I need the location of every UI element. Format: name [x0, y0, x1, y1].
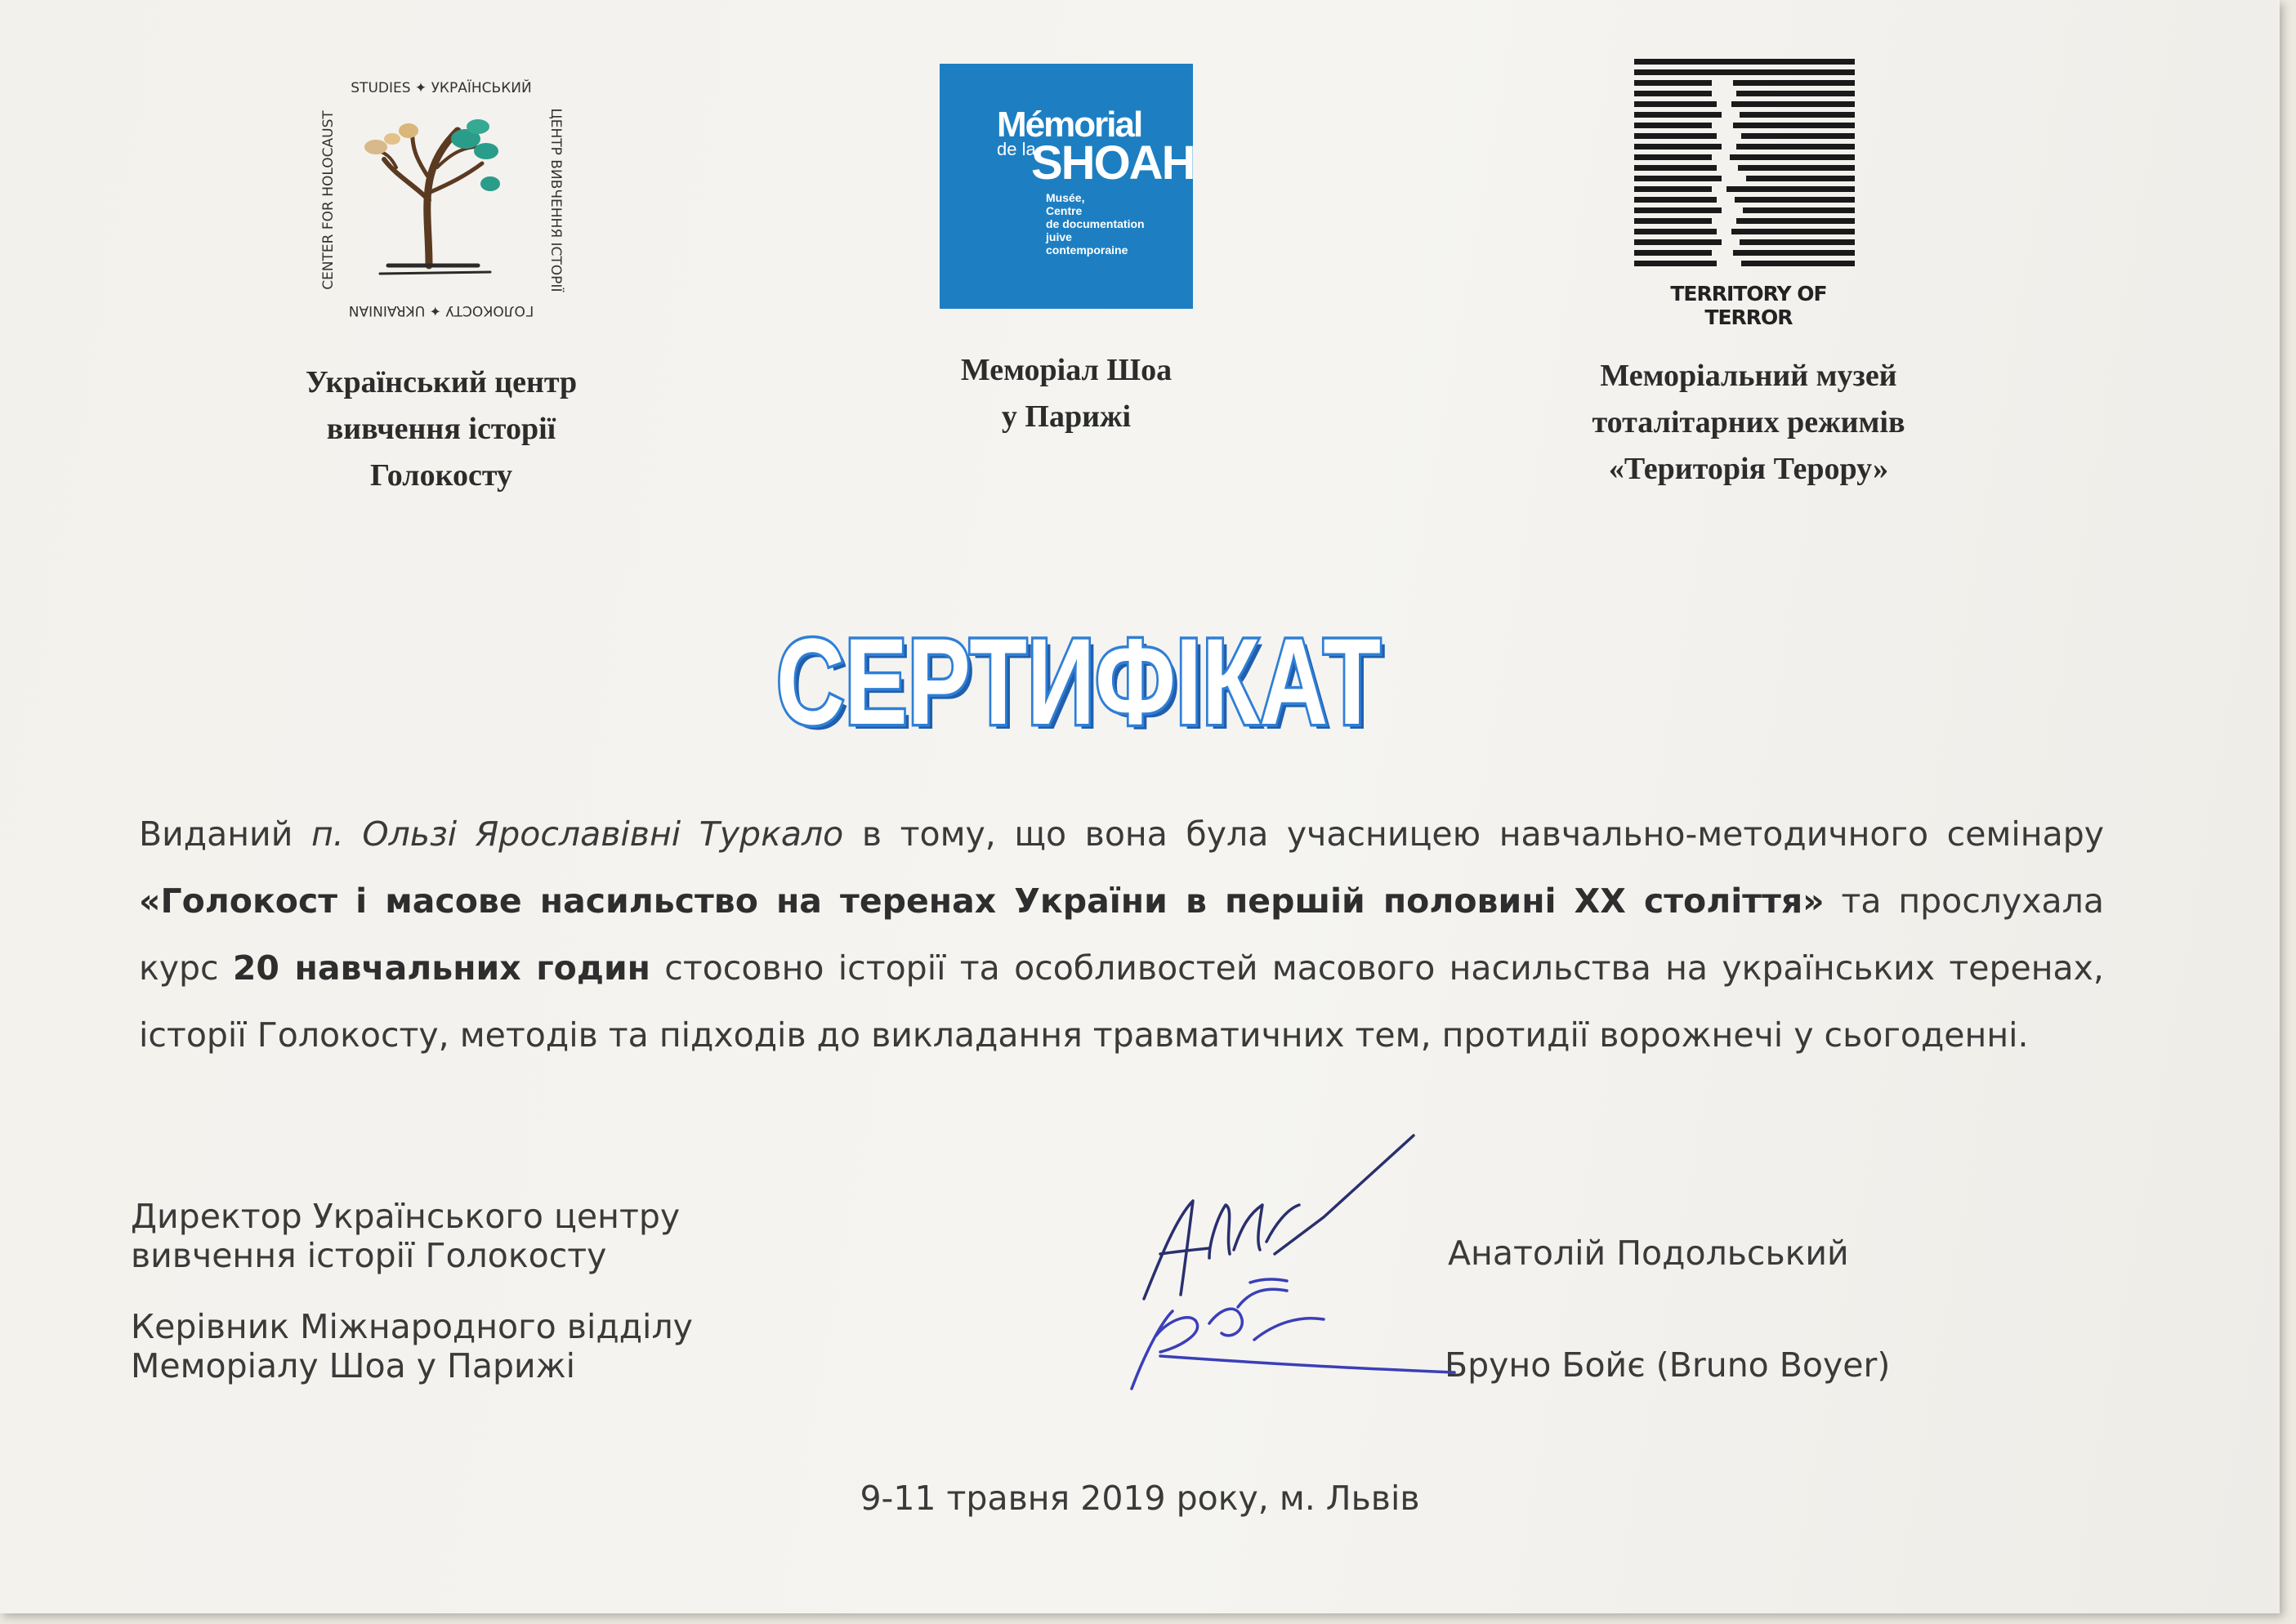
tree-icon: [372, 127, 490, 274]
stripe: [1735, 197, 1855, 203]
stripe: [1634, 218, 1712, 224]
stripe: [1634, 91, 1712, 96]
stripe: [1730, 154, 1855, 160]
stripe: [1634, 112, 1722, 118]
stripe: [1634, 101, 1717, 107]
stripe: [1634, 261, 1717, 266]
handwritten-signatures: [1111, 1119, 1569, 1446]
stripe: [1733, 123, 1855, 128]
stripe: [1731, 101, 1855, 107]
striped-building-icon: [1634, 59, 1855, 266]
stripe: [1634, 80, 1712, 86]
body-part1: в тому, що вона була учасницею навчально-методичного семінару: [861, 814, 2104, 854]
stripe: [1634, 69, 1855, 75]
stripe: [1634, 250, 1712, 256]
stripe: [1634, 239, 1722, 245]
certificate-body: [139, 801, 2104, 1069]
stripe: [1634, 133, 1717, 139]
signatory-1-role: Директор Українського центру вивчення історії Голокосту: [131, 1197, 681, 1275]
logo-shoah-text: SHOAH: [1031, 136, 1195, 190]
caption-territory-of-terror: Меморіальний музей тоталітарних режимів «Територія Терору»: [1592, 359, 1905, 486]
stripe: [1736, 218, 1855, 224]
logo-shoah-subtitle: Musée, Centre de documentation juive contemporaine: [1046, 191, 1145, 257]
stripe: [1634, 207, 1722, 213]
stripe: [1738, 165, 1855, 171]
stripe: [1634, 197, 1717, 203]
stripe: [1740, 239, 1855, 245]
memorial-shoah-logo: [940, 64, 1193, 309]
stripe: [1634, 229, 1717, 234]
title-shadow: СЕРТИФІКАТ: [781, 621, 1386, 755]
logo-ring-left: CENTER FOR HOLOCAUST: [320, 110, 337, 290]
stripe: [1634, 123, 1712, 128]
stripe: [1634, 165, 1717, 171]
title-text: СЕРТИФІКАТ: [776, 621, 1381, 750]
signature-podolskyi: [1144, 1135, 1414, 1299]
course-hours: 20 навчальних годин: [232, 948, 650, 988]
stripe: [1634, 154, 1712, 160]
caption-memorial-shoah: Меморіал Шоа у Парижі: [960, 353, 1173, 434]
recipient-name: п. Ользі Ярославівні Туркало: [310, 814, 844, 854]
logo-ring-right: ЦЕНТР ВИВЧЕННЯ ІСТОРІЇ: [547, 108, 564, 292]
stripe: [1634, 186, 1712, 192]
stripe: [1741, 133, 1855, 139]
stripe: [1741, 261, 1855, 266]
stripe: [1746, 176, 1855, 181]
body-part2: та прослухала курс: [139, 881, 2104, 988]
stripe: [1743, 207, 1855, 213]
logo-ring-bottom: ГОЛОКОСТУ ✦ UKRAINIAN: [348, 302, 534, 319]
stripe: [1634, 59, 1855, 65]
logo-ring-top: STUDIES ✦ УКРАЇНСЬКИЙ: [351, 80, 532, 96]
issued-label: Виданий: [139, 814, 293, 854]
stripe: [1733, 250, 1855, 256]
territory-of-terror-text: TERRITORY OF TERROR: [1670, 282, 1827, 329]
certificate-title: [760, 621, 1397, 768]
logo-memorial-text: Mémorial: [997, 105, 1142, 145]
caption-ukrainian-center: Український центр вивчення історії Голокосту: [305, 365, 578, 493]
signatory-2-role: Керівник Міжнародного відділу Меморіалу Шоа у Парижі: [131, 1307, 693, 1385]
stripe: [1740, 112, 1855, 118]
stripe: [1634, 144, 1722, 149]
seminar-title: «Голокост і масове насильство на теренах України в першій половині ХХ століття»: [139, 881, 1825, 921]
date-place: 9-11 травня 2019 року, м. Львів: [860, 1479, 1420, 1518]
logo-dela-text: de la: [997, 139, 1036, 159]
body-part3: стосовно історії та особливостей масового насильства на українських теренах, історії Голокосту, методів та підходів до викладання травматичних тем, протидії ворожнечі у сьогоденні.: [139, 948, 2104, 1055]
stripe: [1731, 229, 1855, 234]
stripe: [1733, 80, 1855, 86]
signatory-1-name: Анатолій Подольський: [1448, 1234, 1849, 1273]
stripe: [1726, 186, 1855, 192]
signatory-2-name: Бруно Бойє (Bruno Boyer): [1445, 1345, 1891, 1385]
stripe: [1736, 91, 1855, 96]
ukrainian-center-logo: [315, 69, 568, 323]
territory-of-terror-logo: [1626, 51, 1871, 312]
stripe: [1736, 144, 1855, 149]
stripe: [1634, 176, 1722, 181]
